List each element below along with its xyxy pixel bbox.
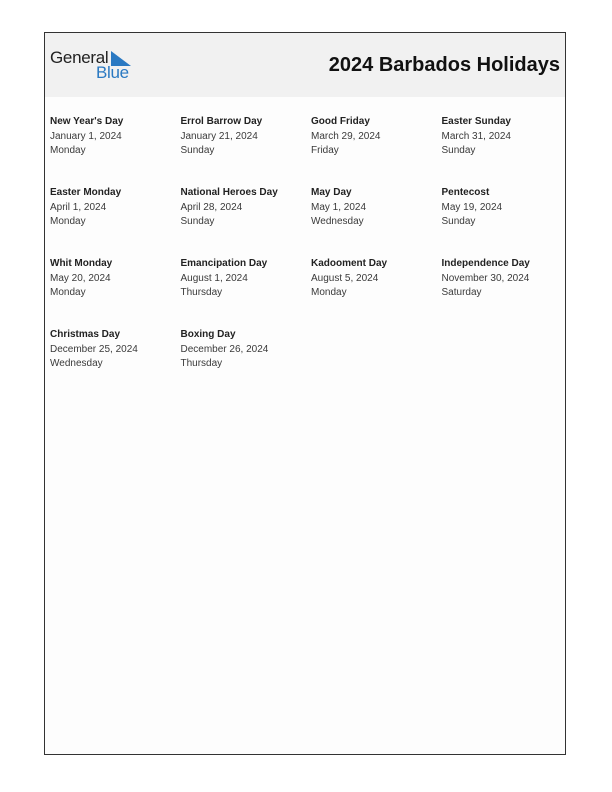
holiday-item bbox=[181, 328, 312, 399]
holiday-item bbox=[50, 328, 181, 399]
page-title: 2024 Barbados Holidays bbox=[328, 54, 560, 76]
holiday-item bbox=[50, 186, 181, 257]
holiday-name: Easter Sunday bbox=[441, 116, 511, 127]
holiday-name: Errol Barrow Day bbox=[180, 116, 263, 127]
holiday-name: May Day bbox=[311, 187, 352, 198]
page-frame bbox=[44, 32, 566, 755]
holiday-item bbox=[181, 115, 312, 186]
holiday-date: April 1, 2024 bbox=[50, 201, 107, 213]
holiday-date: November 30, 2024 bbox=[441, 272, 530, 284]
holiday-item bbox=[442, 257, 570, 328]
header bbox=[45, 33, 565, 97]
holiday-name: Easter Monday bbox=[50, 187, 122, 198]
holiday-date: May 1, 2024 bbox=[311, 201, 367, 213]
holiday-date: March 29, 2024 bbox=[311, 130, 381, 142]
holiday-date: August 1, 2024 bbox=[180, 272, 248, 284]
holiday-weekday: Saturday bbox=[441, 287, 482, 298]
holiday-date: May 19, 2024 bbox=[441, 201, 503, 213]
logo bbox=[50, 48, 140, 84]
holiday-name: Emancipation Day bbox=[180, 258, 268, 269]
holiday-item bbox=[181, 186, 312, 257]
holiday-weekday: Monday bbox=[311, 287, 347, 298]
holiday-name: Whit Monday bbox=[50, 258, 113, 269]
holiday-grid bbox=[50, 115, 570, 399]
holiday-name: Kadooment Day bbox=[311, 258, 388, 269]
holiday-item bbox=[50, 115, 181, 186]
logo-text-general: General bbox=[50, 48, 109, 67]
holiday-name: National Heroes Day bbox=[180, 187, 278, 198]
holiday-date: May 20, 2024 bbox=[50, 272, 111, 284]
holiday-date: January 1, 2024 bbox=[50, 130, 122, 142]
holiday-item bbox=[311, 257, 442, 328]
holiday-item bbox=[181, 257, 312, 328]
holiday-date: December 25, 2024 bbox=[50, 343, 138, 355]
holiday-item bbox=[442, 115, 570, 186]
holiday-name: Pentecost bbox=[441, 187, 490, 198]
holiday-item bbox=[50, 257, 181, 328]
holiday-date: December 26, 2024 bbox=[180, 343, 269, 355]
holiday-weekday: Friday bbox=[311, 145, 339, 156]
logo-text-blue: Blue bbox=[96, 63, 129, 82]
holiday-name: Boxing Day bbox=[180, 329, 236, 340]
holiday-weekday: Sunday bbox=[441, 216, 476, 227]
holiday-date: April 28, 2024 bbox=[180, 201, 243, 213]
holiday-date: January 21, 2024 bbox=[180, 130, 258, 142]
holiday-weekday: Monday bbox=[50, 216, 86, 227]
holiday-weekday: Monday bbox=[50, 287, 86, 298]
holiday-weekday: Sunday bbox=[180, 216, 215, 227]
holiday-item bbox=[442, 186, 570, 257]
holiday-weekday: Wednesday bbox=[311, 216, 364, 227]
holiday-weekday: Sunday bbox=[180, 145, 215, 156]
holiday-date: August 5, 2024 bbox=[311, 272, 379, 284]
holiday-name: Independence Day bbox=[441, 258, 530, 269]
holiday-weekday: Thursday bbox=[180, 358, 223, 369]
holiday-weekday: Wednesday bbox=[50, 358, 103, 369]
holiday-item bbox=[311, 186, 442, 257]
holiday-name: Good Friday bbox=[311, 116, 370, 127]
holiday-name: Christmas Day bbox=[50, 329, 121, 340]
holiday-weekday: Thursday bbox=[180, 287, 223, 298]
holiday-item bbox=[311, 115, 442, 186]
holiday-name: New Year's Day bbox=[50, 116, 124, 127]
holiday-date: March 31, 2024 bbox=[441, 130, 511, 142]
holiday-weekday: Sunday bbox=[441, 145, 476, 156]
holiday-weekday: Monday bbox=[50, 145, 86, 156]
